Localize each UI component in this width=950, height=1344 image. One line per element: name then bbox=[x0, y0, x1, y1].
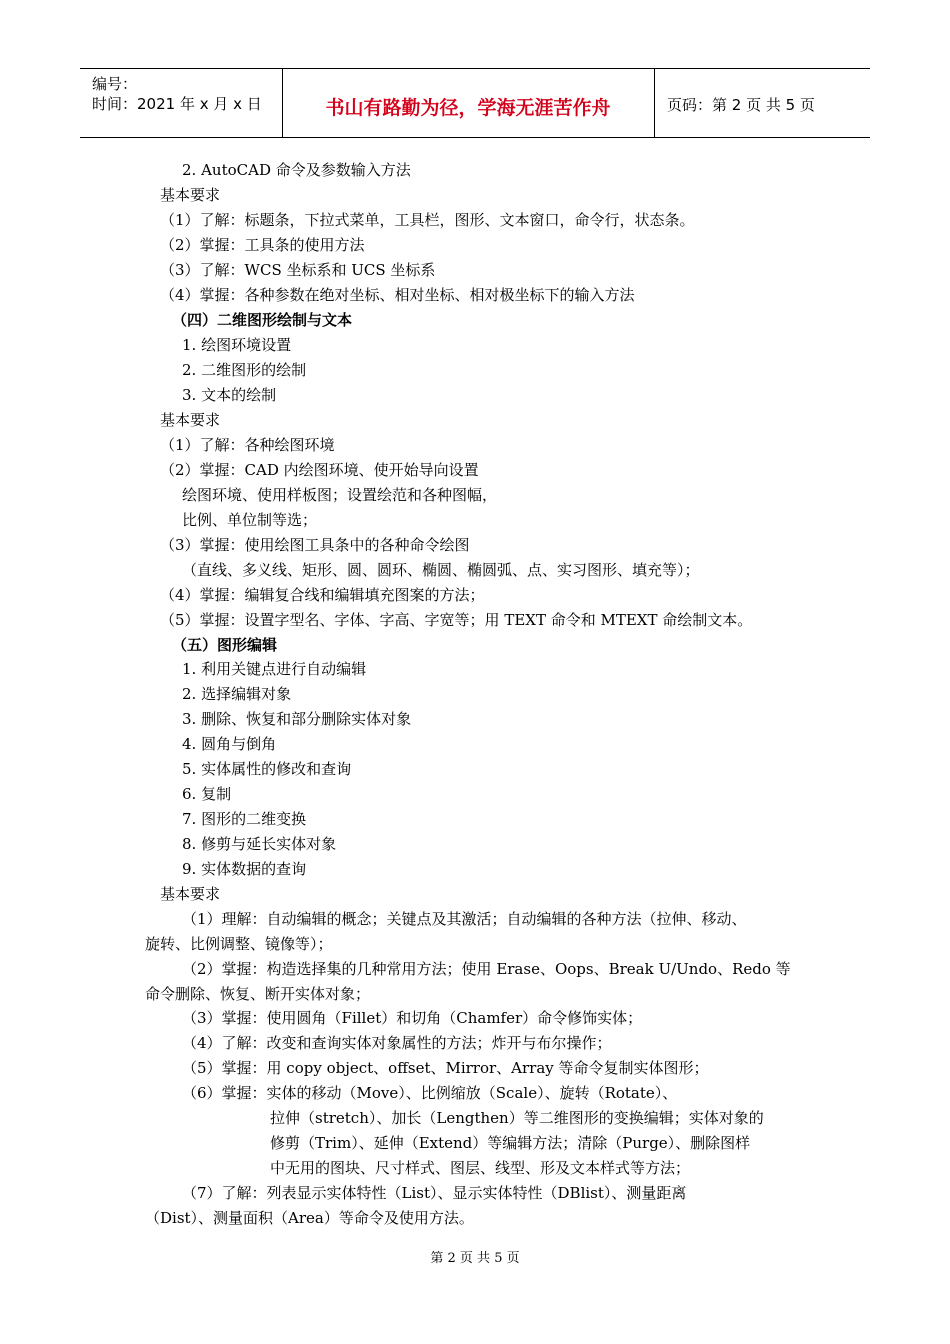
text-line: （4）掌握：编辑复合线和编辑填充图案的方法； bbox=[160, 586, 485, 604]
text-line: （直线、多义线、矩形、圆、圆环、椭圆、椭圆弧、点、实习图形、填充等）； bbox=[182, 561, 700, 579]
text-line: 基本要求 bbox=[160, 885, 221, 903]
text-line: 6. 复制 bbox=[182, 785, 232, 803]
text-line: （3）掌握：使用圆角（Fillet）和切角（Chamfer）命令修饰实体； bbox=[182, 1009, 643, 1027]
text-line: 基本要求 bbox=[160, 411, 221, 429]
text-line: 7. 图形的二维变换 bbox=[182, 810, 307, 828]
page-footer: 第 2 页 共 5 页 bbox=[430, 1251, 520, 1266]
text-line: （5）掌握：用 copy object、offset、Mirror、Array 等命令复制实体图形； bbox=[182, 1059, 709, 1077]
header-meta-cell bbox=[80, 69, 283, 137]
text-line: （3）掌握：使用绘图工具条中的各种命令绘图 bbox=[160, 536, 470, 554]
header-motto: 书山有路勤为径，学海无涯苦作舟 bbox=[325, 97, 611, 119]
text-line: （1）理解：自动编辑的概念；关键点及其激活；自动编辑的各种方法（拉伸、移动、 bbox=[182, 910, 747, 928]
text-line: （4）了解：改变和查询实体对象属性的方法；炸开与布尔操作； bbox=[182, 1034, 612, 1052]
text-line: 拉伸（stretch）、加长（Lengthen）等二维图形的变换编辑；实体对象的 bbox=[270, 1109, 764, 1127]
text-line: （2）掌握：构造选择集的几种常用方法；使用 Erase、Oops、Break U/Undo、Redo 等 bbox=[182, 960, 791, 978]
text-line: 比例、单位制等选； bbox=[182, 511, 318, 529]
text-line: （2）掌握：工具条的使用方法 bbox=[160, 236, 365, 254]
text-line: 中无用的图块、尺寸样式、图层、线型、形及文本样式等方法； bbox=[270, 1159, 691, 1177]
text-line: （5）掌握：设置字型名、字体、字高、字宽等；用 TEXT 命令和 MTEXT 命绘制文本。 bbox=[160, 611, 753, 629]
text-line: （1）了解：各种绘图环境 bbox=[160, 436, 335, 454]
text-line: （7）了解：列表显示实体特性（List）、显示实体特性（DBlist）、测量距离 bbox=[182, 1184, 687, 1202]
text-line: 3. 文本的绘制 bbox=[182, 386, 277, 404]
text-line: 旋转、比例调整、镜像等）； bbox=[145, 935, 333, 953]
text-line: 修剪（Trim）、延伸（Extend）等编辑方法；清除（Purge）、删除图样 bbox=[270, 1134, 751, 1152]
text-line: 8. 修剪与延长实体对象 bbox=[182, 835, 337, 853]
text-line: 1. 利用关键点进行自动编辑 bbox=[182, 660, 367, 678]
header-page-label: 页码：第 2 页 共 5 页 bbox=[667, 96, 815, 114]
text-line: 命令删除、恢复、断开实体对象； bbox=[145, 985, 371, 1003]
text-line: （6）掌握：实体的移动（Move）、比例缩放（Scale）、旋转（Rotate）、 bbox=[182, 1084, 678, 1102]
text-line: （3）了解：WCS 坐标系和 UCS 坐标系 bbox=[160, 261, 436, 279]
header-motto-cell bbox=[282, 69, 655, 137]
text-line: 2. 选择编辑对象 bbox=[182, 685, 292, 703]
header-number-label: 编号： bbox=[92, 75, 138, 93]
text-line: 4. 圆角与倒角 bbox=[182, 735, 277, 753]
text-line: 2. AutoCAD 命令及参数输入方法 bbox=[182, 161, 411, 179]
text-line: （4）掌握：各种参数在绝对坐标、相对坐标、相对极坐标下的输入方法 bbox=[160, 286, 635, 304]
text-line: 3. 删除、恢复和部分删除实体对象 bbox=[182, 710, 412, 728]
section-heading: （四）二维图形绘制与文本 bbox=[172, 311, 353, 329]
text-line: 1. 绘图环境设置 bbox=[182, 336, 292, 354]
text-line: 5. 实体属性的修改和查询 bbox=[182, 760, 352, 778]
text-line: 基本要求 bbox=[160, 186, 221, 204]
text-line: 绘图环境、使用样板图；设置绘范和各种图幅， bbox=[182, 486, 498, 504]
text-line: 2. 二维图形的绘制 bbox=[182, 361, 307, 379]
section-heading: （五）图形编辑 bbox=[172, 636, 278, 654]
header-page-cell bbox=[655, 69, 870, 137]
text-line: （Dist）、测量面积（Area）等命令及使用方法。 bbox=[145, 1209, 474, 1227]
header-time-label: 时间：2021 年 x 月 x 日 bbox=[92, 95, 262, 113]
text-line: 9. 实体数据的查询 bbox=[182, 860, 307, 878]
page-header bbox=[80, 68, 870, 138]
text-line: （1）了解：标题条，下拉式菜单，工具栏，图形、文本窗口，命令行，状态条。 bbox=[160, 211, 695, 229]
text-line: （2）掌握：CAD 内绘图环境、使开始导向设置 bbox=[160, 461, 479, 479]
